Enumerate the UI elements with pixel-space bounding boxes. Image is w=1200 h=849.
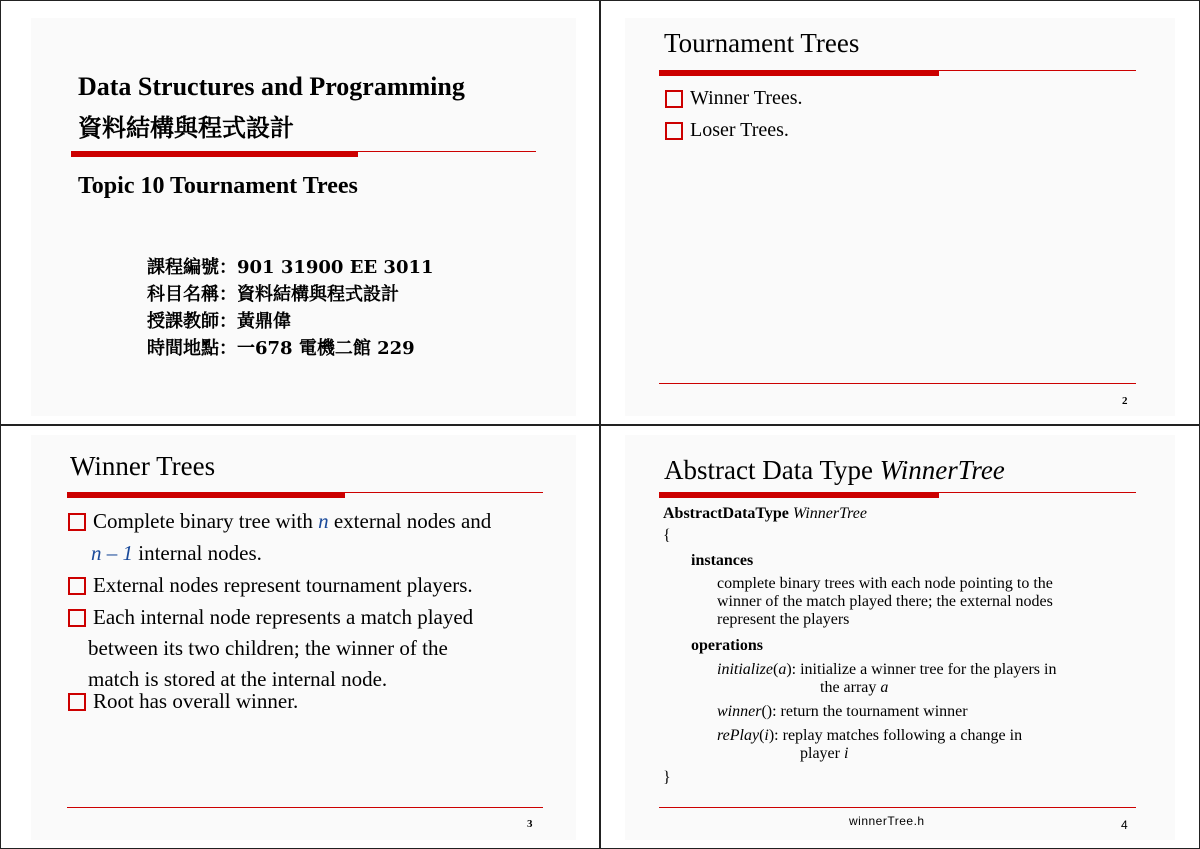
bullet-square-icon [665, 122, 683, 140]
bullet-continuation: between its two children; the winner of the match is stored at the internal node. [88, 636, 448, 691]
topic-title: Topic 10 Tournament Trees [78, 173, 358, 199]
footer-line [659, 383, 1136, 384]
bullet-item: Root has overall winner. [68, 685, 298, 717]
horizontal-divider [0, 424, 1200, 426]
instances-label: instances [691, 552, 754, 569]
bullet-square-icon [68, 693, 86, 711]
slide-title: Tournament Trees [664, 28, 860, 58]
bullet-item: Complete binary tree with n external nodes and [68, 505, 491, 537]
course-info-line: 科目名稱：資料結構與程式設計 [147, 284, 399, 305]
operation-winner: winner(): return the tournament winner [717, 703, 968, 720]
slide-1 [31, 18, 576, 416]
course-info [147, 254, 434, 362]
title-red-line [358, 151, 536, 152]
title-red-bar [659, 492, 939, 498]
title-red-line [939, 70, 1136, 71]
page-number: 2 [1122, 395, 1128, 407]
adt-header: AbstractDataType WinnerTree [663, 505, 867, 522]
title-red-bar [71, 151, 358, 157]
bullet-square-icon [665, 90, 683, 108]
operation-initialize-cont: the array a [820, 679, 889, 696]
slide-title: Winner Trees [70, 451, 216, 481]
bullet-square-icon [68, 609, 86, 627]
operation-replay: rePlay(i): replay matches following a change in [717, 727, 1023, 744]
bullet-item: Loser Trees. [665, 114, 789, 146]
operation-initialize: initialize(a): initialize a winner tree for the players in [717, 661, 1057, 678]
title-red-line [939, 492, 1136, 493]
close-brace: } [663, 769, 671, 786]
title-red-line [345, 492, 543, 493]
open-brace: { [663, 527, 671, 544]
bullet-item: External nodes represent tournament players. [68, 569, 473, 601]
footer-line [659, 807, 1136, 808]
course-info-line: 授課教師：黃鼎偉 [147, 311, 291, 332]
page-number: 3 [527, 818, 533, 830]
title-red-bar [659, 70, 939, 76]
page-number: 4 [1121, 818, 1128, 832]
bullet-square-icon [68, 513, 86, 531]
bullet-continuation: n – 1 internal nodes. [91, 541, 262, 565]
bullet-square-icon [68, 577, 86, 595]
slide-2 [625, 18, 1175, 416]
course-title-zh: 資料結構與程式設計 [78, 113, 294, 142]
operation-replay-cont: player i [800, 745, 849, 762]
instances-description: complete binary trees with each node pointing to the winner of the match played there; the external nodes represent the players [717, 575, 1053, 628]
course-info-line: 課程編號：901 31900 EE 3011 [147, 257, 434, 278]
bullet-item: Winner Trees. [665, 82, 803, 114]
footer-filename: winnerTree.h [849, 814, 925, 828]
slide-title: Abstract Data Type WinnerTree [664, 455, 1005, 485]
slide-3 [31, 435, 576, 840]
course-title-en: Data Structures and Programming [78, 72, 465, 101]
slide-4 [625, 435, 1175, 840]
footer-line [67, 807, 543, 808]
operations-label: operations [691, 637, 763, 654]
title-red-bar [67, 492, 345, 498]
course-info-line: 時間地點：一678 電機二館 229 [147, 338, 415, 359]
bullet-item: Each internal node represents a match played [68, 601, 473, 633]
